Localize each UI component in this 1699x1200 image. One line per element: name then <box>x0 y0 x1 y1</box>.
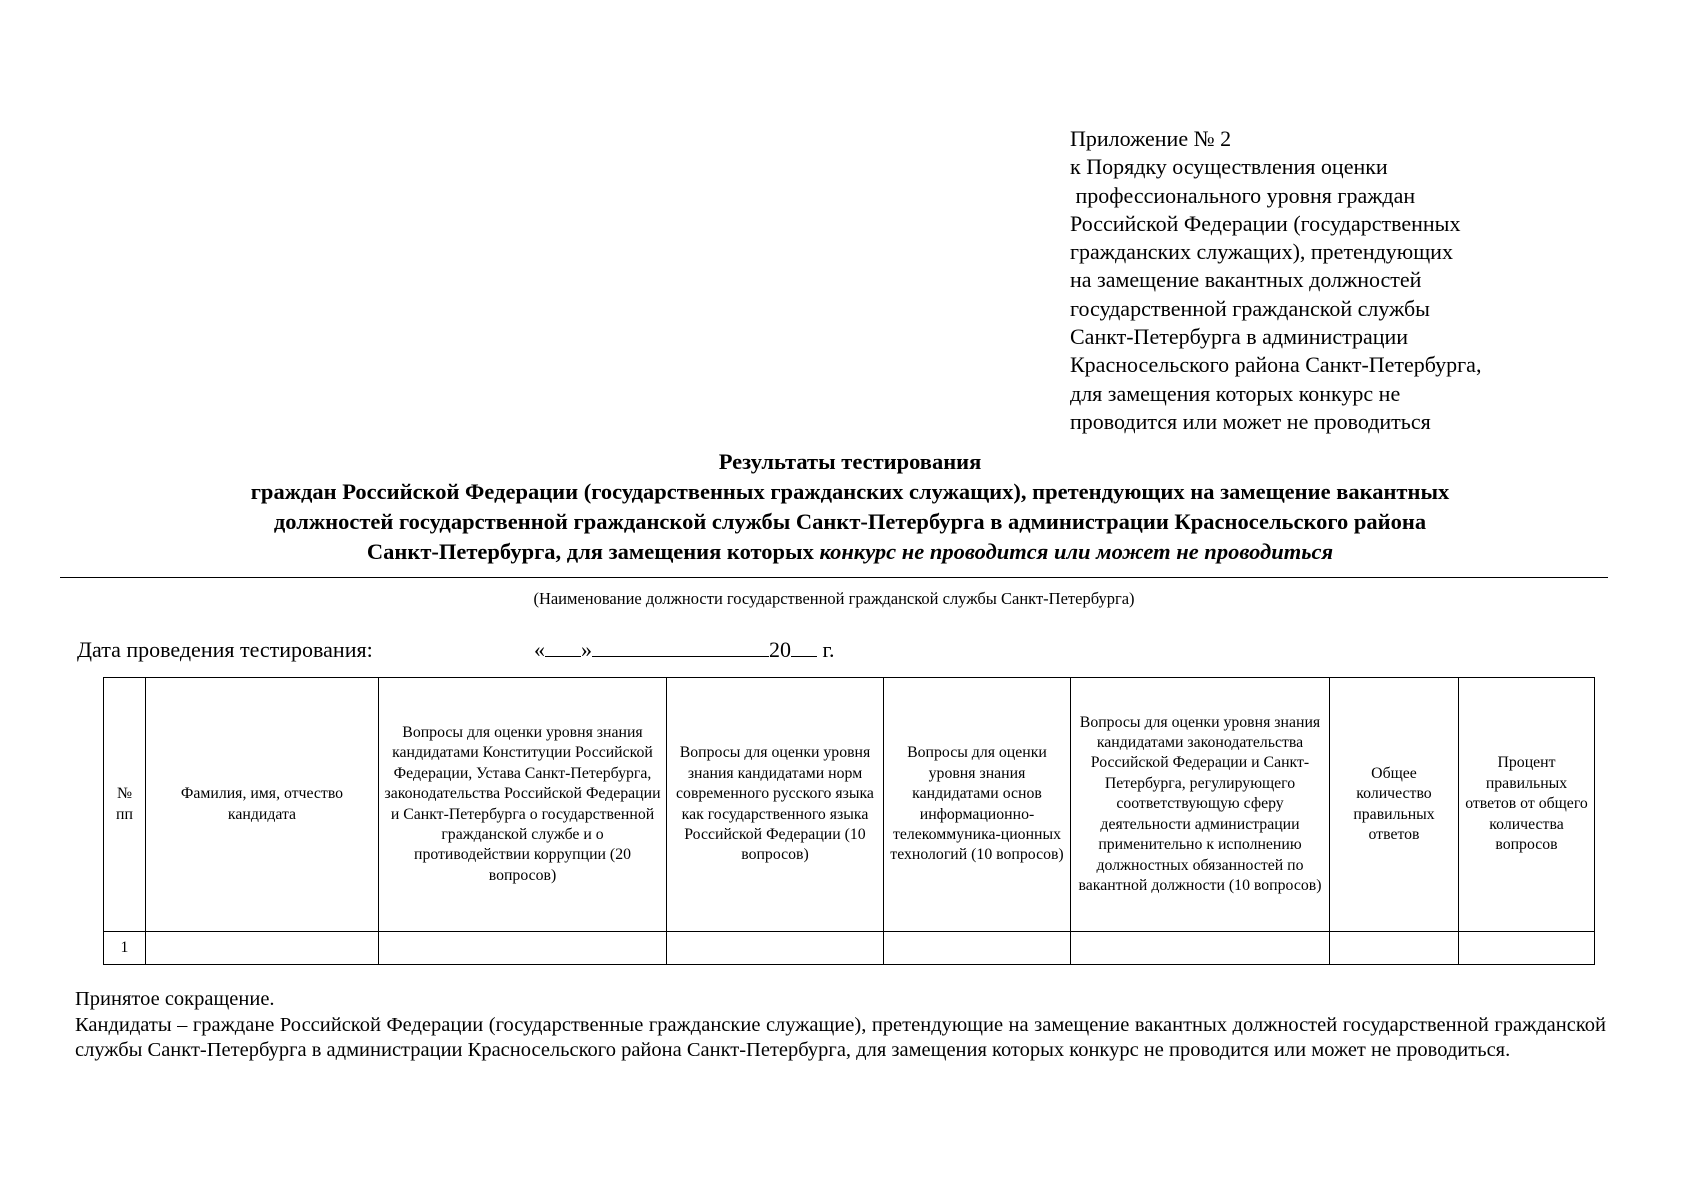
year-blank[interactable] <box>791 637 817 657</box>
row-number-cell: 1 <box>104 932 146 965</box>
testing-date-fields <box>534 637 835 663</box>
header-it-questions: Вопросы для оценки уровня знания кандидатами основ информационно-телекоммуника-ционных технологий (10 вопросов) <box>884 678 1071 932</box>
appendix-line: к Порядку осуществления оценки <box>1070 154 1388 180</box>
appendix-line: государственной гражданской службы <box>1070 295 1430 321</box>
year-prefix: 20 <box>769 637 791 662</box>
title-line-2: граждан Российской Федерации (государственных гражданских служащих), претендующих на замещение вакантных <box>250 479 1450 504</box>
appendix-line: Санкт-Петербурга в администрации <box>1070 324 1409 350</box>
date-open-quote: « <box>534 637 545 662</box>
percent-correct-cell[interactable] <box>1459 932 1595 965</box>
appendix-line: на замещение вакантных должностей <box>1070 267 1422 293</box>
appendix-line: Приложение № 2 <box>1070 126 1232 151</box>
header-number: № пп <box>104 678 146 932</box>
appendix-reference <box>1070 125 1630 436</box>
title-line-1: Результаты тестирования <box>718 449 982 474</box>
full-name-cell[interactable] <box>146 932 379 965</box>
it-score-cell[interactable] <box>884 932 1071 965</box>
appendix-line: гражданских служащих), претендующих <box>1070 239 1453 265</box>
appendix-line: Красносельского района Санкт-Петербурга, <box>1070 352 1482 378</box>
total-correct-cell[interactable] <box>1330 932 1459 965</box>
year-suffix: г. <box>817 637 835 662</box>
notes-text: Кандидаты – граждане Российской Федерации (государственные гражданские служащие), претендующие на замещение вакантных должностей государственной гражданской службы Санкт-Петербурга в администрации Красносельского района Санкт-Петербурга, для замещения которых конкурс не проводится или может не проводиться. <box>75 1013 1606 1061</box>
title-line-4 <box>60 537 1640 567</box>
document-title <box>60 447 1640 567</box>
header-percent-correct: Процент правильных ответов от общего количества вопросов <box>1459 678 1595 932</box>
appendix-line: проводится или может не проводиться <box>1070 408 1431 434</box>
appendix-line: для замещения которых конкурс не <box>1070 380 1401 406</box>
russian-language-score-cell[interactable] <box>667 932 884 965</box>
abbreviation-notes <box>75 987 1606 1064</box>
constitution-score-cell[interactable] <box>379 932 667 965</box>
date-close-quote: » <box>581 637 592 662</box>
day-blank[interactable] <box>545 637 581 657</box>
month-blank[interactable] <box>592 637 769 657</box>
appendix-line: профессионального уровня граждан <box>1070 182 1416 208</box>
header-full-name: Фамилия, имя, отчество кандидата <box>146 678 379 932</box>
title-line-3: должностей государственной гражданской службы Санкт-Петербурга в администрации Красносельского района <box>273 509 1427 534</box>
results-table <box>103 677 1595 965</box>
table-row <box>104 932 1595 965</box>
legislation-score-cell[interactable] <box>1071 932 1330 965</box>
appendix-line: Российской Федерации (государственных <box>1070 210 1461 236</box>
position-name-caption: (Наименование должности государственной гражданской службы Санкт-Петербурга) <box>533 589 1135 608</box>
header-total-correct: Общее количество правильных ответов <box>1330 678 1459 932</box>
table-header-row <box>104 678 1595 932</box>
header-russian-language-questions: Вопросы для оценки уровня знания кандидатами норм современного русского языка как государственного языка Российской Федерации (10 вопросов) <box>667 678 884 932</box>
title-line-4-italic: конкурс не проводится или может не проводиться <box>819 539 1334 564</box>
header-legislation-questions: Вопросы для оценки уровня знания кандидатами законодательства Российской Федерации и Санкт-Петербурга, регулирующего соответствующую сферу деятельности администрации применительно к исполнению должностных обязанностей по вакантной должности (10 вопросов) <box>1071 678 1330 932</box>
position-name-line <box>60 577 1608 578</box>
header-constitution-questions: Вопросы для оценки уровня знания кандидатами Конституции Российской Федерации, Устава Санкт-Петербурга, законодательства Российской Федерации и Санкт-Петербурга о государственной гражданской службе и о противодействии коррупции (20 вопросов) <box>379 678 667 932</box>
testing-date-label: Дата проведения тестирования: <box>77 637 373 662</box>
title-line-4-regular: Санкт-Петербурга, для замещения которых <box>366 539 820 564</box>
notes-heading: Принятое сокращение. <box>75 988 275 1010</box>
